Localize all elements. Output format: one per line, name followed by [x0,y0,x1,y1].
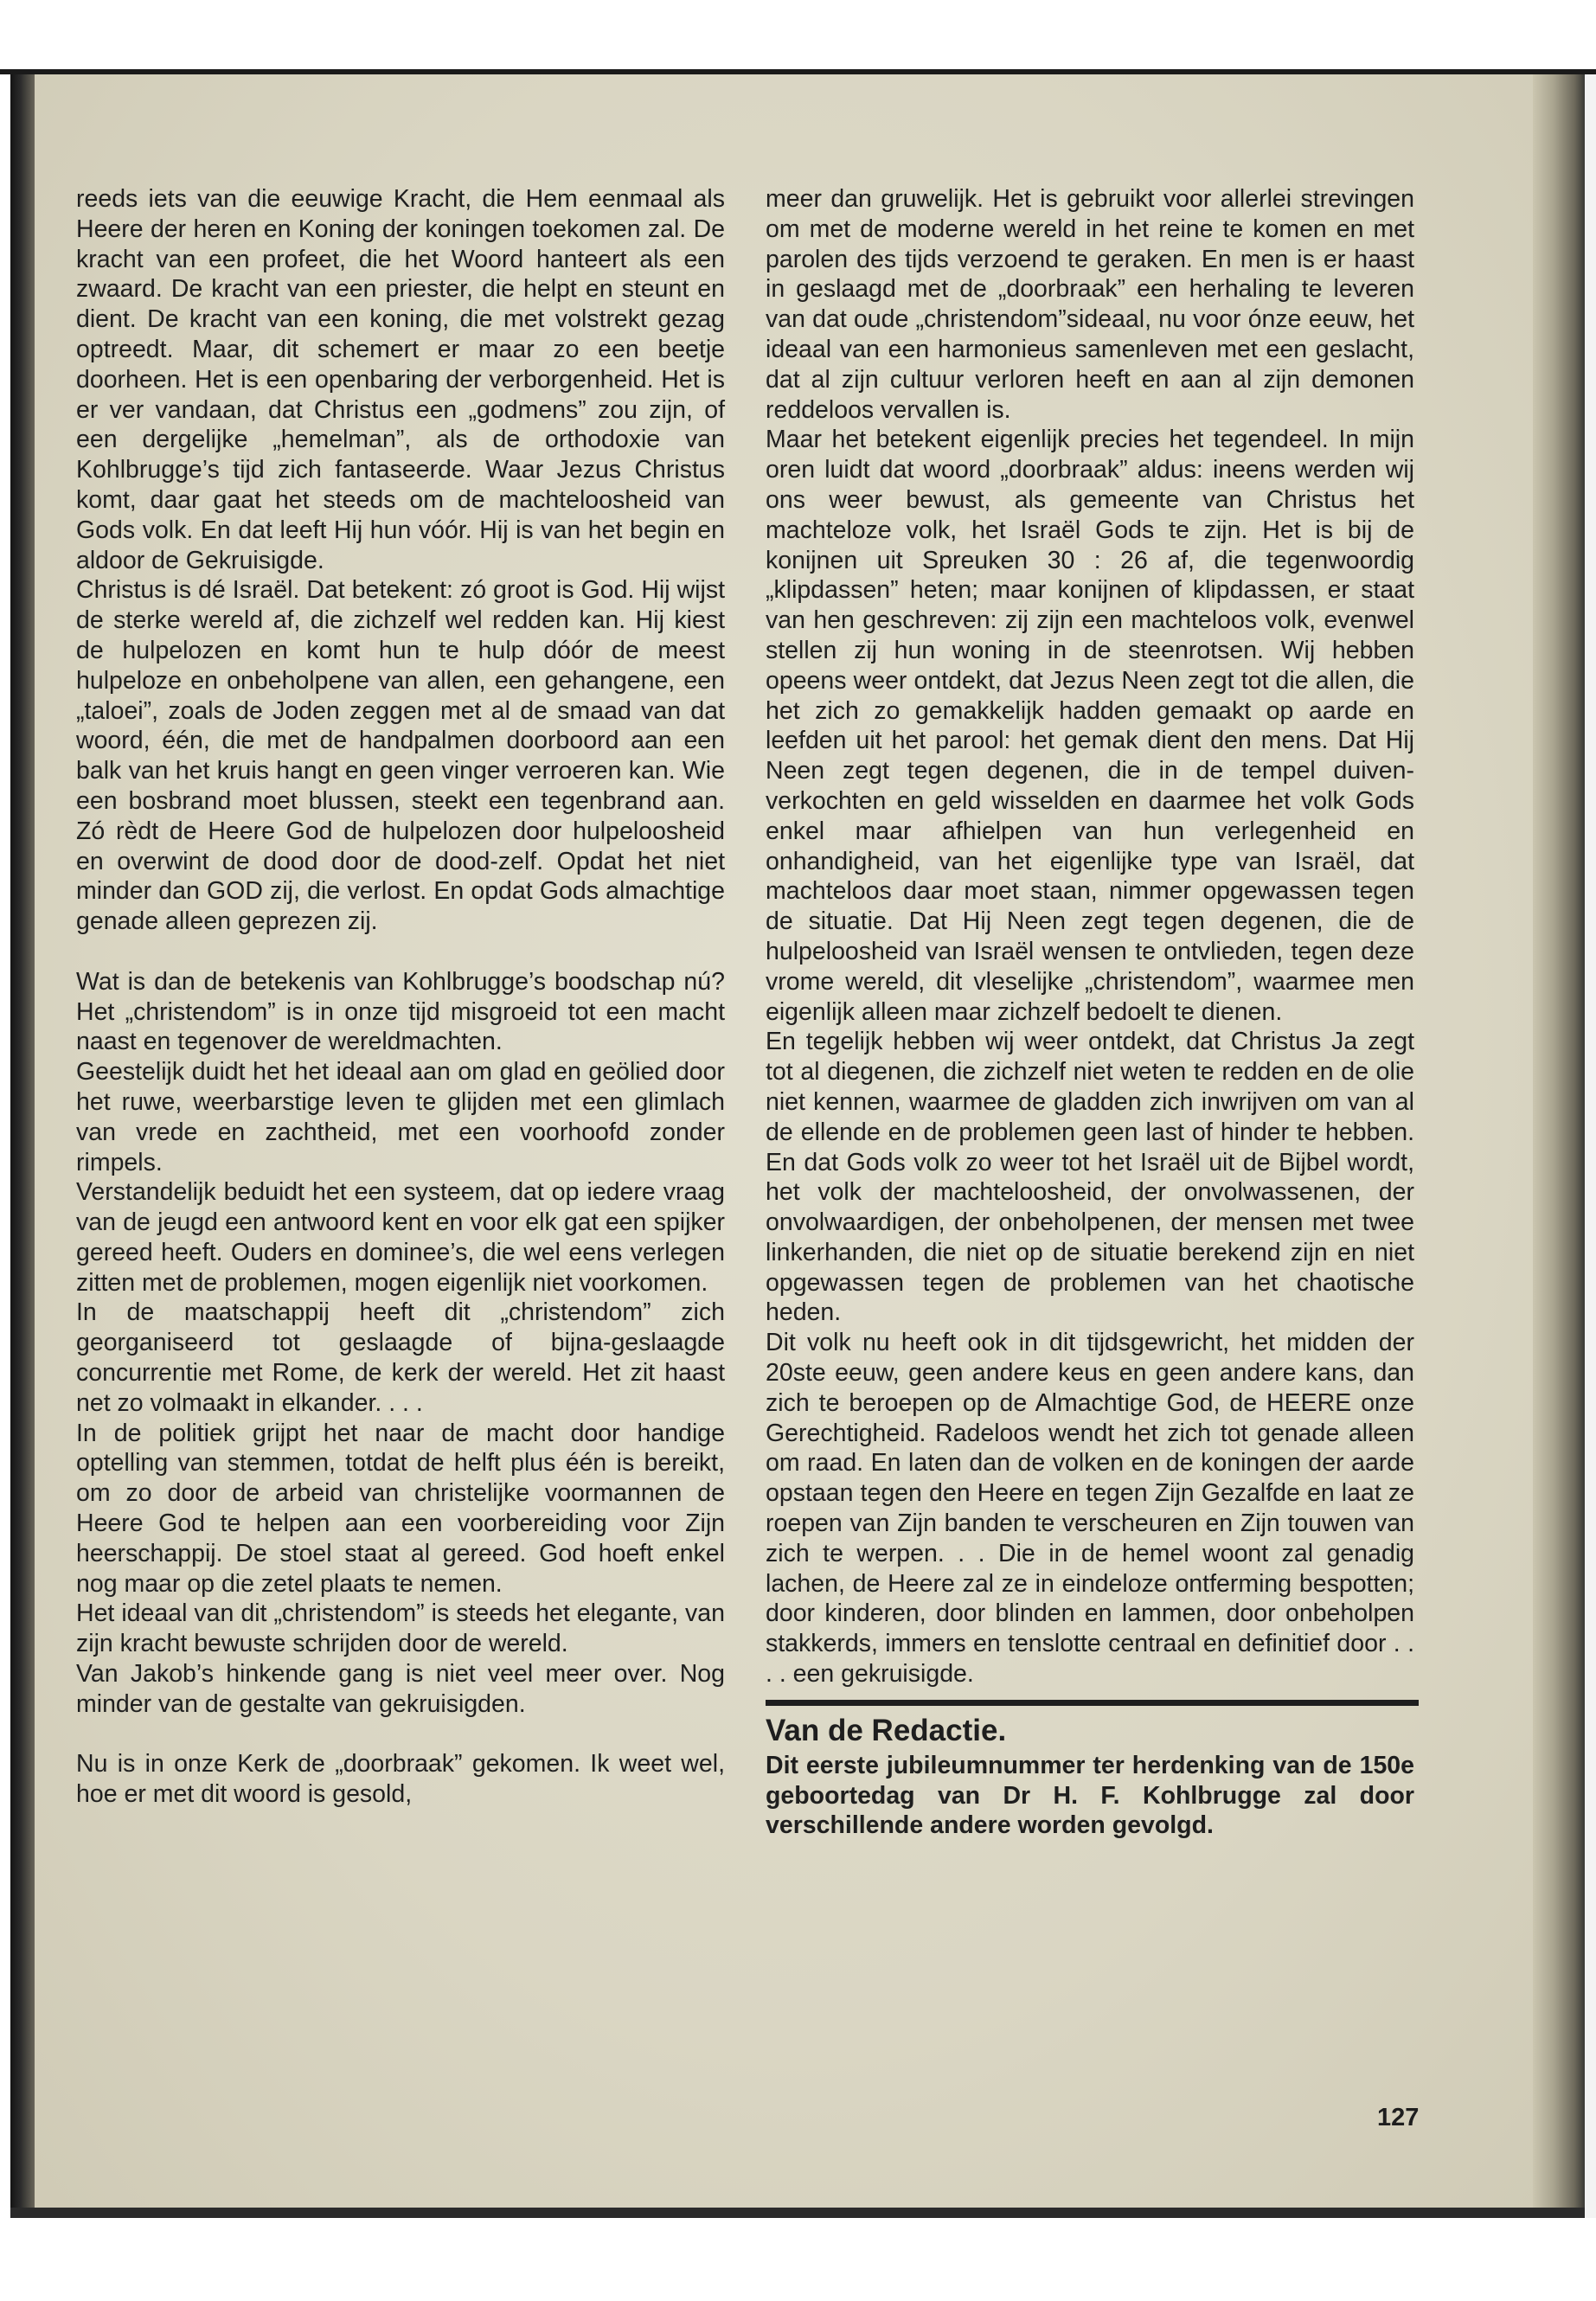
editorial-heading: Van de Redactie. [766,1713,1007,1747]
page-edge-right [1533,74,1585,2218]
scan-bottom-margin [0,2218,1596,2301]
paragraph: reeds iets van die eeuwige Kracht, die Hem eenmaal als Heere der heren en Koning der koningen toekomen zal. De kracht van een profeet, die het Woord hanteert als een zwaard. De kracht van een priester, die helpt en steunt en dient. De kracht van een koning, die met volstrekt gezag optreedt. Maar, dit schemert er maar zo een beetje doorheen. Het is een openbaring der verborgenheid. Het is er ver vandaan, dat Christus een „godmens” zou zijn, of een dergelijke „hemelman”, als de orthodoxie van Kohlbrugge’s tijd zich fantaseerde. Waar Jezus Christus komt, daar gaat het steeds om de machteloosheid van Gods volk. En dat leeft Hij hun vóór. Hij is van het begin en aldoor de Gekruisigde. [76,185,725,574]
paragraph: En tegelijk hebben wij weer ontdekt, dat Christus Ja zegt tot al diegenen, die zichzelf niet weten te redden en de olie niet kennen, waarmee de gladden zich inwrijven om van al de ellende en de problemen geen last of hinder te hebben. En dat Gods volk zo weer tot het Israël uit de Bijbel wordt, het volk der machteloosheid, der onvolwassenen, der onvolwaardigen, der onbeholpenen, der mensen met twee linkerhanden, die niet op de situatie berekend zijn en niet opgewassen tegen de problemen van het chaotische heden. [766,1028,1414,1327]
section-divider [766,1700,1419,1706]
paragraph: In de maatschappij heeft dit „christendom” zich georganiseerd tot geslaagde of bijna-geslaagde concurrentie met Rome, de kerk der wereld. Het zit haast net zo volmaakt in elkander. . . . [76,1298,725,1417]
right-column [766,184,1414,1841]
paragraph: Christus is dé Israël. Dat betekent: zó groot is God. Hij wijst de sterke wereld af, die zichzelf wel redden kan. Hij kiest de hulpelozen en komt hun te hulp dóór de meest hulpeloze en onbeholpene van allen, een gehangene, een „taloei”, zoals de Joden zeggen met al de smaad van dat woord, één, die met de handpalmen doorboord aan een balk van het kruis hangt en geen vinger verroeren kan. Wie een bosbrand moet blussen, steekt een tegenbrand aan. Zó rèdt de Heere God de hulpelozen door hulpeloosheid en overwint de dood door de dood-zelf. Opdat het niet minder dan GOD zij, die verlost. En opdat Gods almachtige genade alleen geprezen zij. [76,576,725,936]
paragraph: Dit volk nu heeft ook in dit tijdsgewricht, het midden der 20ste eeuw, geen andere keus en geen andere kans, dan zich te beroepen op de Almachtige God, de HEERE onze Gerechtigheid. Radeloos wendt het zich tot genade alleen om raad. En laten dan de volken en de koningen der aarde opstaan tegen den Heere en tegen Zijn Gezalfde en laat ze roepen van Zijn banden te verscheuren en Zijn touwen van zich te werpen. . . Die in de hemel woont zal genadig lachen, de Heere zal ze in eindeloze ontferming bespotten; door kinderen, door blinden en lammen, door onbeholpen stakkerds, immers en tenslotte centraal en definitief door . . . . een gekruisigde. [766,1329,1414,1689]
page-number: 127 [1377,2104,1420,2131]
paragraph: Wat is dan de betekenis van Kohlbrugge’s boodschap nú? Het „christendom” is in onze tijd misgroeid tot een macht naast en tegenover de wereldmachten. [76,967,725,1056]
paragraph: Het ideaal van dit „christendom” is steeds het elegante, van zijn kracht bewuste schrijden door de wereld. [76,1599,725,1658]
page-gutter-left [10,74,35,2218]
paragraph: In de politiek grijpt het naar de macht door handige optelling van stemmen, totdat de helft plus één is bereikt, om zo door de arbeid van christelijke voormannen de Heere God te helpen aan een voorbereiding voor Zijn heerschappij. De stoel staat al gereed. God hoeft enkel nog maar op die zetel plaats te nemen. [76,1419,725,1598]
scan-top-margin [0,0,1596,71]
paragraph: Verstandelijk beduidt het een systeem, dat op iedere vraag van de jeugd een antwoord kent en voor elk gat een spijker gereed heeft. Ouders en dominee’s, die wel eens verlegen zitten met de problemen, mogen eigenlijk niet voorkomen. [76,1178,725,1297]
scan-bottom-edge [10,2208,1585,2218]
paragraph: Nu is in onze Kerk de „doorbraak” gekomen. Ik weet wel, hoe er met dit woord is gesold, [76,1750,725,1809]
left-column [76,184,725,1810]
paragraph: meer dan gruwelijk. Het is gebruikt voor allerlei strevingen om met de moderne wereld in het reine te komen en met parolen des tijds verzoend te geraken. En men is er haast in geslaagd met de „doorbraak” een herhaling te leveren van dat oude „christendom”sideaal, nu voor ónze eeuw, het ideaal van een harmonieus samenleven met een geslacht, dat al zijn cultuur verloren heeft en aan al zijn demonen reddeloos vervallen is. [766,185,1414,424]
paragraph: Maar het betekent eigenlijk precies het tegendeel. In mijn oren luidt dat woord „doorbraak” aldus: ineens werden wij ons weer bewust, als gemeente van Christus het machteloze volk, het Israël Gods te zijn. Het is bij de konijnen uit Spreuken 30 : 26 af, die tegenwoordig „klipdassen” heten; maar konijnen of klipdassen, er staat van hen geschreven: zij zijn een machteloos volk, evenwel stellen zij hun woning in de steenrotsen. Wij hebben opeens weer ontdekt, dat Jezus Neen zegt tot die allen, die het zich zo gemakkelijk hadden gemaakt op aarde en leefden uit het parool: het gemak dient den mens. Dat Hij Neen zegt tegen degenen, die in de tempel duiven-verkochten en geld wisselden en daarmee het volk Gods enkel maar afhielpen van hun verlegenheid en onhandigheid, van het eigenlijke type van Israël, dat machteloos daar moet staan, nimmer opgewassen tegen de situatie. Dat Hij Neen zegt tegen degenen, die de hulpeloosheid van Israël wensen te ontvlieden, tegen deze vrome wereld, dit vleselijke „christendom”, waarmee men eigenlijk alleen maar zichzelf bedoelt te dienen. [766,426,1414,1026]
scan-right-margin [1585,74,1596,2218]
editorial-text: Dit eerste jubileumnummer ter herdenking van de 150e geboortedag van Dr H. F. Kohlbrugge zal door verschillende andere worden gevolgd. [766,1751,1414,1840]
paragraph: Geestelijk duidt het het ideaal aan om glad en geölied door het ruwe, weerbarstige leven te glijden met een glimlach van vrede en zachtheid, met een voorhoofd zonder rimpels. [76,1058,725,1176]
paragraph: Van Jakob’s hinkende gang is niet veel meer over. Nog minder van de gestalte van gekruisigden. [76,1660,725,1718]
